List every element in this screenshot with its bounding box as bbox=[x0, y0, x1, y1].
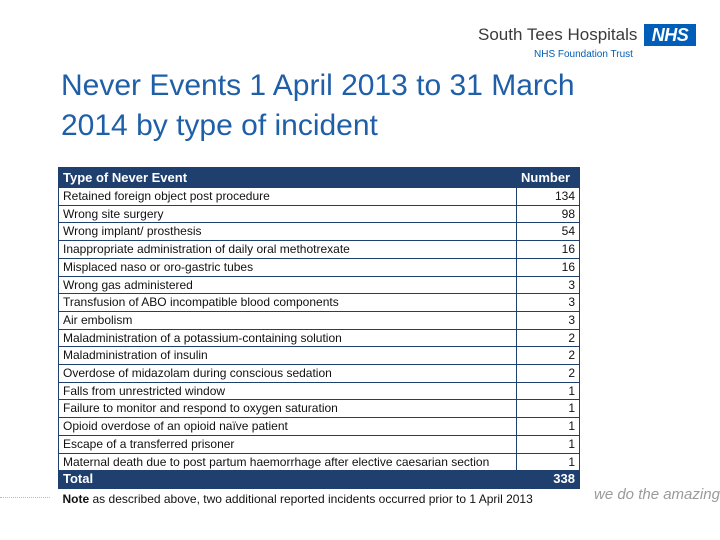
tagline: we do the amazing bbox=[594, 486, 720, 503]
event-count-cell: 134 bbox=[517, 188, 580, 206]
table-row bbox=[59, 365, 580, 383]
event-count-cell: 3 bbox=[517, 311, 580, 329]
never-events-table bbox=[58, 167, 580, 508]
event-type-cell: Escape of a transferred prisoner bbox=[59, 435, 517, 453]
table-row bbox=[59, 241, 580, 259]
note-text: as described above, two additional reported incidents occurred prior to 1 April 2013 bbox=[89, 492, 533, 507]
event-type-cell: Maternal death due to post partum haemorrhage after elective caesarian section bbox=[59, 453, 517, 471]
event-count-cell: 1 bbox=[517, 400, 580, 418]
event-type-cell: Wrong implant/ prosthesis bbox=[59, 223, 517, 241]
event-count-cell: 1 bbox=[517, 382, 580, 400]
event-type-cell: Wrong site surgery bbox=[59, 205, 517, 223]
event-count-cell: 1 bbox=[517, 418, 580, 436]
event-type-cell: Overdose of midazolam during conscious sedation bbox=[59, 365, 517, 383]
table-header-row bbox=[59, 168, 580, 188]
header-type: Type of Never Event bbox=[59, 168, 517, 188]
event-count-cell: 16 bbox=[517, 258, 580, 276]
trust-logo bbox=[478, 22, 698, 62]
event-type-cell: Falls from unrestricted window bbox=[59, 382, 517, 400]
event-count-cell: 2 bbox=[517, 347, 580, 365]
event-type-cell: Maladministration of insulin bbox=[59, 347, 517, 365]
event-type-cell: Failure to monitor and respond to oxygen saturation bbox=[59, 400, 517, 418]
table-row bbox=[59, 382, 580, 400]
table-row bbox=[59, 205, 580, 223]
page-title: Never Events 1 April 2013 to 31 March 2014 by type of incident bbox=[61, 69, 575, 142]
event-count-cell: 1 bbox=[517, 453, 580, 471]
event-count-cell: 3 bbox=[517, 294, 580, 312]
nhs-badge: NHS bbox=[644, 24, 696, 46]
event-type-cell: Opioid overdose of an opioid naïve patient bbox=[59, 418, 517, 436]
footer-divider bbox=[0, 497, 50, 498]
note-row bbox=[59, 489, 580, 508]
table-row bbox=[59, 311, 580, 329]
total-label: Total bbox=[59, 471, 517, 489]
event-count-cell: 3 bbox=[517, 276, 580, 294]
event-type-cell: Retained foreign object post procedure bbox=[59, 188, 517, 206]
header-number: Number bbox=[517, 168, 580, 188]
never-events-table-container bbox=[58, 167, 580, 508]
event-type-cell: Inappropriate administration of daily oral methotrexate bbox=[59, 241, 517, 259]
table-row bbox=[59, 258, 580, 276]
event-type-cell: Air embolism bbox=[59, 311, 517, 329]
table-row bbox=[59, 453, 580, 471]
note-bold: Note bbox=[62, 492, 90, 507]
org-name: South Tees Hospitals bbox=[478, 25, 638, 44]
table-row bbox=[59, 294, 580, 312]
table-row bbox=[59, 188, 580, 206]
event-count-cell: 1 bbox=[517, 435, 580, 453]
table-row bbox=[59, 329, 580, 347]
event-type-cell: Misplaced naso or oro-gastric tubes bbox=[59, 258, 517, 276]
event-count-cell: 16 bbox=[517, 241, 580, 259]
table-row bbox=[59, 400, 580, 418]
event-type-cell: Transfusion of ABO incompatible blood components bbox=[59, 294, 517, 312]
total-value: 338 bbox=[517, 471, 580, 489]
trust-name: NHS Foundation Trust bbox=[534, 49, 633, 60]
table-row bbox=[59, 418, 580, 436]
event-count-cell: 54 bbox=[517, 223, 580, 241]
event-type-cell: Wrong gas administered bbox=[59, 276, 517, 294]
event-count-cell: 98 bbox=[517, 205, 580, 223]
event-count-cell: 2 bbox=[517, 329, 580, 347]
table-row bbox=[59, 276, 580, 294]
table-row bbox=[59, 347, 580, 365]
event-count-cell: 2 bbox=[517, 365, 580, 383]
note-cell bbox=[59, 489, 580, 508]
table-row bbox=[59, 223, 580, 241]
table-row bbox=[59, 435, 580, 453]
event-type-cell: Maladministration of a potassium-containing solution bbox=[59, 329, 517, 347]
total-row bbox=[59, 471, 580, 489]
